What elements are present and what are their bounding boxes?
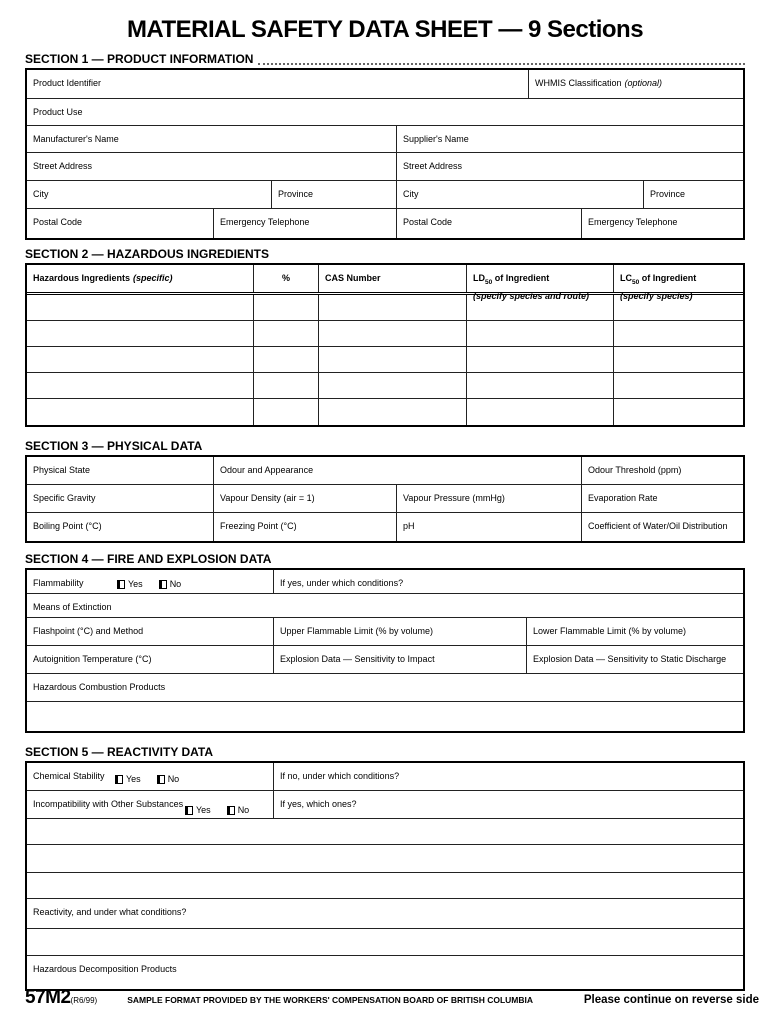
stability-yes-checkbox[interactable] bbox=[115, 775, 123, 784]
hazardous-decomposition-label: Hazardous Decomposition Products bbox=[33, 964, 177, 974]
ld50-cell[interactable] bbox=[467, 321, 614, 346]
ingredient-name-cell[interactable] bbox=[27, 373, 254, 398]
no-label: No bbox=[167, 774, 180, 784]
city-label: City bbox=[403, 189, 419, 199]
incompatibility-label: Incompatibility with Other Substances bbox=[33, 799, 184, 809]
chemical-stability-checkboxes bbox=[115, 774, 179, 784]
cas-number-cell[interactable] bbox=[319, 373, 467, 398]
ph-field[interactable] bbox=[397, 513, 582, 541]
street-address-label: Street Address bbox=[403, 161, 463, 171]
explosion-static-field[interactable] bbox=[527, 646, 743, 673]
ingredient-row bbox=[27, 321, 743, 347]
manufacturer-emergency-telephone-field[interactable] bbox=[214, 209, 397, 238]
ingredients-header-cell bbox=[27, 265, 254, 292]
stability-no-checkbox[interactable] bbox=[157, 775, 165, 784]
if-no-conditions-label: If no, under which conditions? bbox=[280, 771, 400, 781]
flammability-checkboxes bbox=[117, 579, 181, 589]
flashpoint-label: Flashpoint (°C) and Method bbox=[33, 626, 144, 636]
section-1-heading-row bbox=[25, 53, 745, 66]
table-row bbox=[27, 99, 743, 126]
whmis-classification-field[interactable] bbox=[529, 70, 743, 98]
hazardous-combustion-field[interactable] bbox=[27, 674, 743, 701]
explosion-impact-field[interactable] bbox=[274, 646, 527, 673]
manufacturer-name-field[interactable] bbox=[27, 126, 397, 152]
table-row bbox=[27, 791, 743, 819]
section-5 bbox=[25, 746, 745, 991]
incompatibility-yes-checkbox[interactable] bbox=[185, 806, 193, 815]
ingredient-row bbox=[27, 373, 743, 399]
ld50-cell[interactable] bbox=[467, 399, 614, 425]
section-2-heading-row bbox=[25, 248, 745, 261]
ld50-header-cell bbox=[467, 265, 614, 301]
table-row bbox=[27, 126, 743, 153]
explosion-impact-label: Explosion Data — Sensitivity to Impact bbox=[280, 654, 435, 664]
flashpoint-field[interactable] bbox=[27, 618, 274, 645]
ingredient-name-cell[interactable] bbox=[27, 399, 254, 425]
physical-state-label: Physical State bbox=[33, 465, 91, 475]
whmis-label: WHMIS Classification bbox=[535, 78, 622, 88]
specific-gravity-field[interactable] bbox=[27, 485, 214, 512]
percent-cell[interactable] bbox=[254, 347, 319, 372]
section-4-heading-row bbox=[25, 553, 745, 566]
supplier-name-label: Supplier's Name bbox=[403, 134, 469, 144]
cas-number-cell[interactable] bbox=[319, 347, 467, 372]
flammability-conditions-field[interactable] bbox=[274, 570, 743, 593]
table-row bbox=[27, 899, 743, 929]
ld50-prefix: LD bbox=[473, 273, 485, 283]
manufacturer-postal-code-field[interactable] bbox=[27, 209, 214, 238]
ingredients-note: (specific) bbox=[133, 273, 173, 283]
table-row bbox=[27, 457, 743, 485]
autoignition-temperature-label: Autoignition Temperature (°C) bbox=[33, 654, 152, 664]
ingredients-header: Hazardous Ingredients bbox=[33, 273, 131, 283]
cas-number-header: CAS Number bbox=[325, 273, 381, 283]
table-row bbox=[27, 674, 743, 702]
vapour-density-label: Vapour Density (air = 1) bbox=[220, 493, 315, 503]
manufacturer-street-address-field[interactable] bbox=[27, 153, 397, 180]
table-row bbox=[27, 570, 743, 594]
page-title: MATERIAL SAFETY DATA SHEET — 9 Sections bbox=[126, 16, 644, 43]
ingredient-name-cell[interactable] bbox=[27, 321, 254, 346]
supplier-province-field[interactable] bbox=[644, 181, 743, 208]
table-row bbox=[27, 845, 743, 873]
manufacturer-province-field[interactable] bbox=[272, 181, 397, 208]
empty-continuation-row[interactable] bbox=[27, 845, 743, 872]
means-of-extinction-label: Means of Extinction bbox=[33, 602, 112, 612]
section-3-table bbox=[25, 455, 745, 543]
boiling-point-field[interactable] bbox=[27, 513, 214, 541]
no-label: No bbox=[169, 579, 182, 589]
ld50-subscript: 50 bbox=[485, 278, 493, 286]
cas-number-header-cell bbox=[319, 265, 467, 292]
reactivity-conditions-label: Reactivity, and under what conditions? bbox=[33, 907, 187, 917]
yes-label: Yes bbox=[196, 805, 211, 815]
section-3-heading-row bbox=[25, 440, 745, 453]
hazardous-decomposition-field[interactable] bbox=[27, 956, 743, 989]
section-1 bbox=[25, 53, 745, 240]
postal-code-label: Postal Code bbox=[33, 217, 83, 227]
whmis-optional-note: (optional) bbox=[624, 78, 663, 88]
city-label: City bbox=[33, 189, 49, 199]
section-4-heading: SECTION 4 — FIRE AND EXPLOSION DATA bbox=[25, 552, 272, 566]
percent-header-cell bbox=[254, 265, 319, 292]
form-revision: (R6/99) bbox=[70, 996, 98, 1005]
lc50-cell[interactable] bbox=[614, 347, 743, 372]
table-row bbox=[27, 181, 743, 209]
table-row bbox=[27, 929, 743, 956]
flammability-no-checkbox[interactable] bbox=[159, 580, 167, 589]
supplier-street-address-field[interactable] bbox=[397, 153, 743, 180]
table-row bbox=[27, 594, 743, 618]
section-1-table bbox=[25, 68, 745, 240]
vapour-pressure-field[interactable] bbox=[397, 485, 582, 512]
lc50-subscript: 50 bbox=[632, 278, 640, 286]
cas-number-cell[interactable] bbox=[319, 295, 467, 320]
page-footer bbox=[25, 987, 759, 1009]
section-2-table bbox=[25, 263, 745, 427]
product-use-field[interactable] bbox=[27, 99, 743, 125]
lc50-cell[interactable] bbox=[614, 295, 743, 320]
manufacturer-city-field[interactable] bbox=[27, 181, 272, 208]
cas-number-cell[interactable] bbox=[319, 321, 467, 346]
ld50-cell[interactable] bbox=[467, 373, 614, 398]
sample-format-note: SAMPLE FORMAT PROVIDED BY THE WORKERS' COMPENSATION BOARD OF BRITISH COLUMBIA bbox=[127, 995, 533, 1005]
water-oil-coefficient-field[interactable] bbox=[582, 513, 743, 541]
flammability-field[interactable] bbox=[27, 570, 274, 593]
supplier-emergency-telephone-field[interactable] bbox=[582, 209, 743, 238]
form-number: 57M2 bbox=[25, 987, 71, 1008]
section-2 bbox=[25, 248, 745, 427]
percent-cell[interactable] bbox=[254, 321, 319, 346]
section-3 bbox=[25, 440, 745, 543]
table-row bbox=[27, 513, 743, 541]
supplier-name-field[interactable] bbox=[397, 126, 743, 152]
odour-appearance-label: Odour and Appearance bbox=[220, 465, 314, 475]
flammability-label: Flammability bbox=[33, 578, 84, 588]
no-label: No bbox=[237, 805, 250, 815]
supplier-city-field[interactable] bbox=[397, 181, 644, 208]
cas-number-cell[interactable] bbox=[319, 399, 467, 425]
supplier-postal-code-field[interactable] bbox=[397, 209, 582, 238]
autoignition-temperature-field[interactable] bbox=[27, 646, 274, 673]
percent-header: % bbox=[281, 273, 290, 283]
product-identifier-field[interactable] bbox=[27, 70, 529, 98]
table-row bbox=[27, 763, 743, 791]
ingredient-name-cell[interactable] bbox=[27, 295, 254, 320]
chemical-stability-field[interactable] bbox=[27, 763, 274, 790]
ld50-cell[interactable] bbox=[467, 295, 614, 320]
ph-label: pH bbox=[403, 521, 415, 531]
product-use-label: Product Use bbox=[33, 107, 83, 117]
lower-flammable-limit-label: Lower Flammable Limit (% by volume) bbox=[533, 626, 687, 636]
table-row bbox=[27, 618, 743, 646]
odour-threshold-field[interactable] bbox=[582, 457, 743, 484]
lc50-cell[interactable] bbox=[614, 399, 743, 425]
street-address-label: Street Address bbox=[33, 161, 93, 171]
emergency-telephone-label: Emergency Telephone bbox=[220, 217, 310, 227]
percent-cell[interactable] bbox=[254, 295, 319, 320]
evaporation-rate-label: Evaporation Rate bbox=[588, 493, 658, 503]
water-oil-coefficient-label: Coefficient of Water/Oil Distribution bbox=[588, 521, 728, 531]
ld50-suffix: of Ingredient bbox=[492, 273, 550, 283]
product-identifier-label: Product Identifier bbox=[33, 78, 102, 88]
section-5-table bbox=[25, 761, 745, 991]
lc50-header bbox=[620, 273, 696, 284]
table-row bbox=[27, 646, 743, 674]
freezing-point-label: Freezing Point (°C) bbox=[220, 521, 297, 531]
yes-label: Yes bbox=[128, 579, 143, 589]
percent-cell[interactable] bbox=[254, 373, 319, 398]
vapour-density-field[interactable] bbox=[214, 485, 397, 512]
percent-cell[interactable] bbox=[254, 399, 319, 425]
table-row bbox=[27, 819, 743, 845]
emergency-telephone-label: Emergency Telephone bbox=[588, 217, 678, 227]
province-label: Province bbox=[278, 189, 314, 199]
boiling-point-label: Boiling Point (°C) bbox=[33, 521, 102, 531]
ld50-cell[interactable] bbox=[467, 347, 614, 372]
table-row bbox=[27, 70, 743, 99]
continue-note: Please continue on reverse side bbox=[583, 994, 759, 1006]
stability-conditions-field[interactable] bbox=[274, 763, 743, 790]
means-of-extinction-field[interactable] bbox=[27, 594, 743, 617]
chemical-stability-label: Chemical Stability bbox=[33, 771, 105, 781]
lower-flammable-limit-field[interactable] bbox=[527, 618, 743, 645]
vapour-pressure-label: Vapour Pressure (mmHg) bbox=[403, 493, 505, 503]
odour-appearance-field[interactable] bbox=[214, 457, 582, 484]
table-row bbox=[27, 153, 743, 181]
incompatibility-field[interactable] bbox=[27, 791, 274, 818]
empty-continuation-row[interactable] bbox=[27, 929, 743, 955]
table-row bbox=[27, 702, 743, 731]
section-5-heading-row bbox=[25, 746, 745, 759]
section-2-heading: SECTION 2 — HAZARDOUS INGREDIENTS bbox=[25, 247, 270, 261]
postal-code-label: Postal Code bbox=[403, 217, 453, 227]
lc50-prefix: LC bbox=[620, 273, 632, 283]
section-5-heading: SECTION 5 — REACTIVITY DATA bbox=[25, 745, 214, 759]
incompatibility-which-field[interactable] bbox=[274, 791, 743, 818]
explosion-static-label: Explosion Data — Sensitivity to Static Discharge bbox=[533, 654, 727, 664]
ingredient-row bbox=[27, 347, 743, 373]
dotted-rule bbox=[258, 63, 745, 65]
incompatibility-no-checkbox[interactable] bbox=[227, 806, 235, 815]
ingredient-row bbox=[27, 295, 743, 321]
lc50-header-cell bbox=[614, 265, 743, 301]
ingredient-name-cell[interactable] bbox=[27, 347, 254, 372]
section-3-heading: SECTION 3 — PHYSICAL DATA bbox=[25, 439, 203, 453]
flammability-yes-checkbox[interactable] bbox=[117, 580, 125, 589]
lc50-suffix: of Ingredient bbox=[639, 273, 697, 283]
incompatibility-checkboxes bbox=[185, 805, 249, 815]
ld50-header bbox=[473, 273, 549, 284]
ingredient-row bbox=[27, 399, 743, 425]
manufacturer-name-label: Manufacturer's Name bbox=[33, 134, 119, 144]
empty-continuation-row[interactable] bbox=[27, 873, 743, 898]
physical-state-field[interactable] bbox=[27, 457, 214, 484]
section-1-heading: SECTION 1 — PRODUCT INFORMATION bbox=[25, 52, 254, 66]
table-row bbox=[27, 956, 743, 989]
empty-continuation-row[interactable] bbox=[27, 819, 743, 844]
if-yes-which-label: If yes, which ones? bbox=[280, 799, 357, 809]
lc50-cell[interactable] bbox=[614, 321, 743, 346]
ld50-note: (specify species and route) bbox=[473, 291, 590, 301]
section-4 bbox=[25, 553, 745, 733]
upper-flammable-limit-label: Upper Flammable Limit (% by volume) bbox=[280, 626, 434, 636]
evaporation-rate-field[interactable] bbox=[582, 485, 743, 512]
reactivity-conditions-field[interactable] bbox=[27, 899, 743, 928]
table-row bbox=[27, 209, 743, 238]
hazardous-combustion-label: Hazardous Combustion Products bbox=[33, 682, 166, 692]
specific-gravity-label: Specific Gravity bbox=[33, 493, 96, 503]
freezing-point-field[interactable] bbox=[214, 513, 397, 541]
table-row bbox=[27, 873, 743, 899]
upper-flammable-limit-field[interactable] bbox=[274, 618, 527, 645]
odour-threshold-label: Odour Threshold (ppm) bbox=[588, 465, 682, 475]
if-yes-conditions-label: If yes, under which conditions? bbox=[280, 578, 404, 588]
section-4-table bbox=[25, 568, 745, 733]
table-row bbox=[27, 485, 743, 513]
lc50-cell[interactable] bbox=[614, 373, 743, 398]
province-label: Province bbox=[650, 189, 686, 199]
empty-continuation-row[interactable] bbox=[27, 702, 743, 731]
lc50-note: (specify species) bbox=[620, 291, 693, 301]
yes-label: Yes bbox=[126, 774, 141, 784]
table-header-row bbox=[27, 265, 743, 301]
